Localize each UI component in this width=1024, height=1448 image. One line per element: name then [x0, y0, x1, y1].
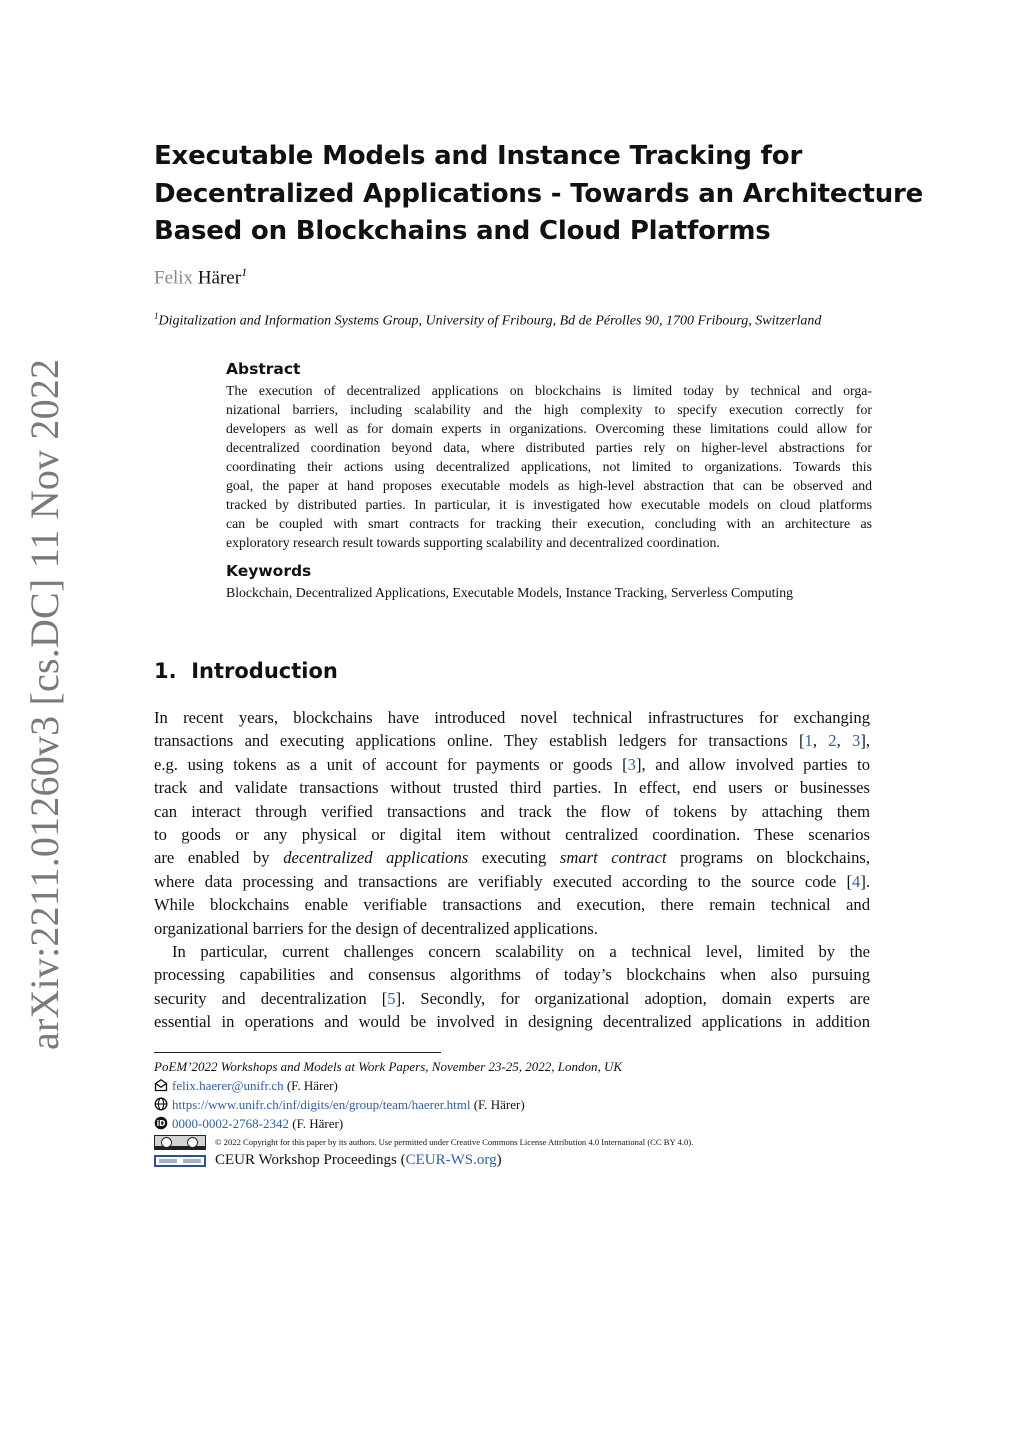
citation-link[interactable]: 3	[852, 731, 861, 751]
paper-title	[154, 138, 924, 251]
intro-line: to goods or any physical or digital item without centralized coordination. These scenarios	[154, 825, 870, 845]
intro-emphasis: decentralized applications	[283, 848, 469, 868]
intro-line: processing capabilities and consensus algorithms of today’s blockchains when also pursuing	[154, 965, 870, 985]
intro-line	[154, 753, 870, 776]
intro-text: programs on blockchains,	[666, 848, 870, 868]
affiliation-mark: 1	[154, 311, 159, 321]
intro-line: In particular, current challenges concern scalability on a technical level, limited by the	[172, 942, 870, 962]
intro-text: security and decentralization [	[154, 988, 388, 1008]
attribution: (F. Härer)	[286, 1078, 338, 1093]
abstract-line: coordinating their actions using decentralized applications, not limited to organizations. Towards this	[226, 459, 872, 474]
intro-text: executing	[468, 848, 560, 868]
intro-line: In recent years, blockchains have introduced novel technical infrastructures for exchanging	[154, 708, 870, 727]
ceur-ws-link[interactable]: CEUR-WS.org	[405, 1152, 497, 1168]
email-link[interactable]: felix.haerer@unifr.ch	[172, 1078, 284, 1093]
author-line	[154, 265, 247, 289]
cc-icon	[161, 1137, 172, 1148]
intro-line: While blockchains enable verifiable transactions and execution, there remain technical and	[154, 895, 870, 915]
intro-text: are enabled by	[154, 848, 284, 868]
cc-by-license-badge	[154, 1135, 206, 1150]
abstract-body	[226, 381, 872, 552]
orcid-link[interactable]: 0000-0002-2768-2342	[172, 1116, 289, 1131]
intro-line: organizational barriers for the design of decentralized applications.	[154, 918, 598, 938]
section-number: 1.	[154, 659, 177, 683]
footnote-orcid	[154, 1115, 343, 1132]
abstract-line: The execution of decentralized applications on blockchains is limited today by technical and orga-	[226, 383, 872, 398]
intro-emphasis: smart contract	[559, 848, 667, 868]
keywords-text: Blockchain, Decentralized Applications, Executable Models, Instance Tracking, Serverless Computing	[226, 585, 794, 600]
footnote-email	[154, 1077, 338, 1094]
author-last-name: Härer	[197, 267, 242, 289]
title-line: Based on Blockchains and Cloud Platforms	[154, 216, 771, 246]
keywords-heading: Keywords	[226, 562, 312, 580]
intro-line: track and validate transactions without trusted third parties. In effect, end users or businesses	[154, 778, 870, 798]
by-icon	[187, 1137, 198, 1148]
affiliation-text: Digitalization and Information Systems Group, University of Fribourg, Bd de Pérolles 90, 1700 Fribourg, Switzerland	[158, 313, 822, 329]
attribution: (F. Härer)	[473, 1097, 525, 1112]
attribution: (F. Härer)	[292, 1116, 344, 1131]
orcid-icon	[154, 1116, 168, 1130]
proceedings-text: )	[496, 1152, 502, 1168]
abstract-line: decentralized coordination beyond data, where distributed parties rely on higher-level abstractions for	[226, 440, 872, 455]
proceedings-text: CEUR Workshop Proceedings (	[215, 1152, 406, 1168]
citation-link[interactable]: 2	[828, 731, 837, 751]
ceur-logo	[154, 1155, 206, 1167]
title-line: Executable Models and Instance Tracking for	[154, 141, 803, 171]
homepage-link[interactable]: https://www.unifr.ch/inf/digits/en/group/team/haerer.html	[172, 1097, 471, 1112]
venue-text: PoEM’2022 Workshops and Models at Work Papers, November 23-25, 2022, London, UK	[154, 1059, 623, 1074]
intro-text: ,	[836, 731, 853, 751]
title-line: Decentralized Applications - Towards an Architecture	[154, 178, 924, 209]
introduction-body	[154, 706, 870, 1034]
abstract-heading: Abstract	[226, 360, 301, 378]
abstract-line: can be coupled with smart contracts for tracking their execution, concluding with an architecture as	[226, 516, 872, 531]
abstract-line: tracked by distributed parties. In particular, it is investigated how executable models on cloud platforms	[226, 497, 872, 512]
intro-text: ],	[860, 731, 871, 751]
citation-link[interactable]: 4	[852, 871, 861, 891]
proceedings-line	[215, 1152, 502, 1169]
intro-line	[154, 987, 870, 1010]
footnote-venue	[154, 1058, 622, 1075]
section-heading	[154, 659, 338, 683]
ceur-logo-mark	[159, 1159, 177, 1163]
license-text: © 2022 Copyright for this paper by its authors. Use permitted under Creative Commons License Attribution 4.0 International (CC BY 4.0).	[215, 1137, 694, 1147]
affiliation	[154, 311, 821, 330]
intro-line	[154, 870, 870, 893]
globe-icon	[154, 1097, 168, 1111]
intro-text: ,	[812, 731, 829, 751]
intro-line: essential in operations and would be involved in designing decentralized applications in addition	[154, 1012, 870, 1032]
intro-text: ], and allow involved parties to	[635, 754, 870, 774]
intro-text: ].	[860, 871, 870, 891]
intro-line: can interact through verified transactions and track the flow of tokens by attaching them	[154, 801, 870, 821]
footnote-url	[154, 1096, 525, 1113]
envelope-icon	[154, 1078, 168, 1092]
intro-line	[154, 846, 870, 869]
author-first-name: Felix	[154, 267, 194, 289]
section-title: Introduction	[191, 659, 338, 683]
svg-text:iD: iD	[156, 1119, 166, 1128]
intro-line	[154, 729, 870, 752]
intro-text: ]. Secondly, for organizational adoption, domain experts are	[395, 988, 870, 1008]
citation-link[interactable]: 1	[804, 731, 813, 751]
ceur-logo-mark	[183, 1159, 201, 1163]
arxiv-side-stamp: arXiv:2211.01260v3 [cs.DC] 11 Nov 2022	[22, 358, 67, 1050]
intro-text: e.g. using tokens as a unit of account for payments or goods [	[154, 754, 628, 774]
author-affil-mark: 1	[241, 265, 248, 279]
abstract-line: exploratory research result towards supporting scalability and decentralized coordination.	[226, 535, 720, 550]
abstract-line: nizational barriers, including scalability and the high complexity to specify execution correctly for	[226, 402, 872, 417]
abstract-line: developers as well as for domain experts in organizations. Overcoming these limitations could allow for	[226, 421, 872, 436]
keywords-body	[226, 583, 793, 602]
citation-link[interactable]: 5	[387, 988, 396, 1008]
abstract-line: goal, the paper at hand proposes executable models as high-level abstraction that can be observed and	[226, 478, 872, 493]
citation-link[interactable]: 3	[627, 754, 636, 774]
footnote-rule	[154, 1052, 441, 1053]
intro-text: where data processing and transactions are verifiably executed according to the source code [	[154, 871, 853, 891]
intro-text: transactions and executing applications online. They establish ledgers for transactions [	[154, 731, 805, 751]
